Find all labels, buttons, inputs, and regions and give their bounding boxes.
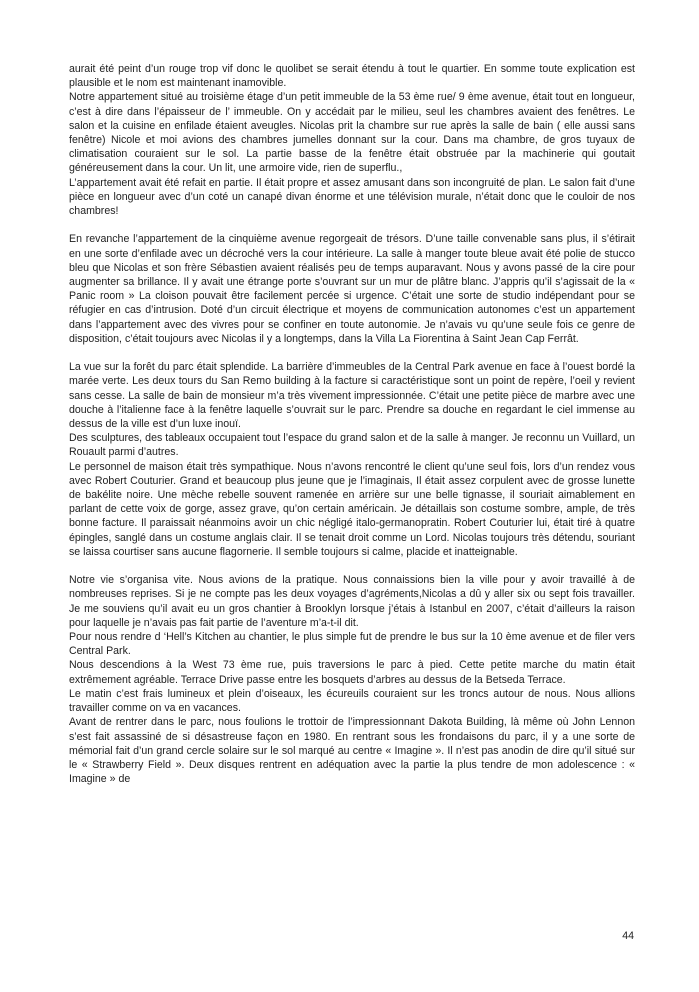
paragraph: Pour nous rendre d ‘Hell’s Kitchen au chantier, le plus simple fut de prendre le bus sur la 10 ème avenue et de filer vers Central Park.: [69, 631, 635, 658]
body-text: [69, 62, 635, 786]
paragraph: Le personnel de maison était très sympathique. Nous n’avons rencontré le client qu’une seul fois, lors d’un rendez vous avec Robert Couturier. Grand et beaucoup plus jeune que je l’imaginais, Il était assez corpulent avec de grosse lunette de bakélite noire. Une mèche rebelle souvent ramenée en arrière sur une belle tignasse, il souriait aimablement en parlant de cette voix de gorge, assez grave, qu’on certain américain. Je détaillais son costume sombre, ample, de très bonne facture. Il paraissait néanmoins avoir un chic négligé italo-germanopratin. Robert Couturier lui, était tiré à quatre épingles, sanglé dans un costume anglais clair. Il se tenait droit comme un Lord. Nicolas toujours très détendu, souriant se laissa courtiser sans aucune flagornerie. Il semble toujours si calme, placide et inatteignable.: [69, 460, 635, 558]
paragraph: aurait été peint d’un rouge trop vif donc le quolibet se serait étendu à tout le quartier. En somme toute explication est plausible et le nom est maintenant inamovible.: [69, 63, 635, 90]
paragraph: Notre vie s’organisa vite. Nous avions de la pratique. Nous connaissions bien la ville pour y avoir travaillé à de nombreuses reprises. Si je ne compte pas les deux voyages d’agréments,Nicolas a dû y aller six ou sept fois travailler. Je me souviens qu’il avait eu un gros chantier à Brooklyn lorsque j’étais à Istanbul en 2007, c’était d’ailleurs la raison pour laquelle je n’avais pas fait partie de l’aventure m’a-t-il dit.: [69, 574, 635, 629]
paragraph: Nous descendions à la West 73 ème rue, puis traversions le parc à pied. Cette petite marche du matin était extrêmement agréable. Terrace Drive passe entre les bosquets d’arbres au dessus de la Betseda Terrace.: [69, 659, 635, 686]
paragraph: La vue sur la forêt du parc était splendide. La barrière d’immeubles de la Central Park avenue en face à l’ouest bordé la marée verte. Les deux tours du San Remo building à la facture si caractéristique sont un point de repère, l’oeil y revient sans cesse. La salle de bain de monsieur m’a très vivement impressionnée. C’était une petite pièce de marbre avec une douche à l’italienne face à la fenêtre laquelle s’ouvrait sur le parc. Prendre sa douche en regardant le ciel immense au dessus de la ville est d’un luxe inouï.: [69, 361, 635, 431]
paragraph-gap: [69, 559, 635, 573]
paragraph-gap: [69, 346, 635, 360]
paragraph: En revanche l’appartement de la cinquième avenue regorgeait de trésors. D’une taille convenable sans plus, il s’étirait en une sorte d’enfilade avec un décroché vers la cour intérieure. La salle à manger toute bleue avait été polie de stucco bleu que Nicolas et son frère Sébastien avaient réalisés peu de temps auparavant. Nous y avons passé de la cire pour augmenter sa brillance. Il y avait une étrange porte s’ouvrant sur un mur de plâtre blanc. J’appris qu’il s’agissait de la « Panic room » La cloison pouvait être facilement percée si urgence. C’était une sorte de studio indépendant pour se réfugier en cas d’intrusion. Doté d’un circuit électrique et moyens de communication autonomes c’est un appartement dans l’appartement avec des vivres pour se confiner en toute autonomie. Je n’avais vu qu’une seule fois ce genre de disposition, c’était toujours avec Nicolas il y a longtemps, dans la Villa La Fiorentina à Saint Jean Cap Ferrât.: [69, 233, 635, 345]
paragraph-gap: [69, 218, 635, 232]
paragraph: Notre appartement situé au troisième étage d’un petit immeuble de la 53 ème rue/ 9 ème avenue, était tout en longueur, c’est à dire dans l’épaisseur de l’ immeuble. On y accédait par le milieu, seul les chambres avaient des fenêtres. Le salon et la cuisine en enfilade étaient aveugles. Nicolas prit la chambre sur rue après la salle de bain ( elle aussi sans fenêtre) Nicole et moi avions des chambres jumelles donnant sur la cour. Dans ma chambre, de gros tuyaux de climatisation couraient sur le sol. La partie basse de la fenêtre était obstruée par la machinerie qui goutait généreusement dans la cour. Un lit, une armoire vide, rien de superflu.,: [69, 91, 635, 175]
paragraph: Avant de rentrer dans le parc, nous foulions le trottoir de l’impressionnant Dakota Building, là même où John Lennon s’est fait assassiné de si désastreuse façon en 1980. En rentrant sous les frondaisons du parc, il y a une sorte de mémorial fait d’un grand cercle solaire sur le sol marqué au centre « Imagine ». Il n’est pas anodin de dire qu’il situé sur le « Strawberry Field ». Deux disques rentrent en adéquation avec la partie la plus tendre de mon adolescence : « Imagine » de: [69, 716, 635, 786]
page-number: 44: [622, 930, 634, 942]
paragraph: Des sculptures, des tableaux occupaient tout l’espace du grand salon et de la salle à manger. Je reconnu un Vuillard, un Rouault parmi d’autres.: [69, 432, 635, 459]
paragraph: L’appartement avait été refait en partie. Il était propre et assez amusant dans son incongruité de plan. Le salon fait d’une pièce en longueur avec d’un coté un canapé divan énorme et une télévision murale, n’était donc que le couloir de nos chambres!: [69, 176, 635, 218]
paragraph: Le matin c’est frais lumineux et plein d’oiseaux, les écureuils couraient sur les troncs autour de nous. Nous allions travailler comme on va en vacances.: [69, 687, 635, 715]
